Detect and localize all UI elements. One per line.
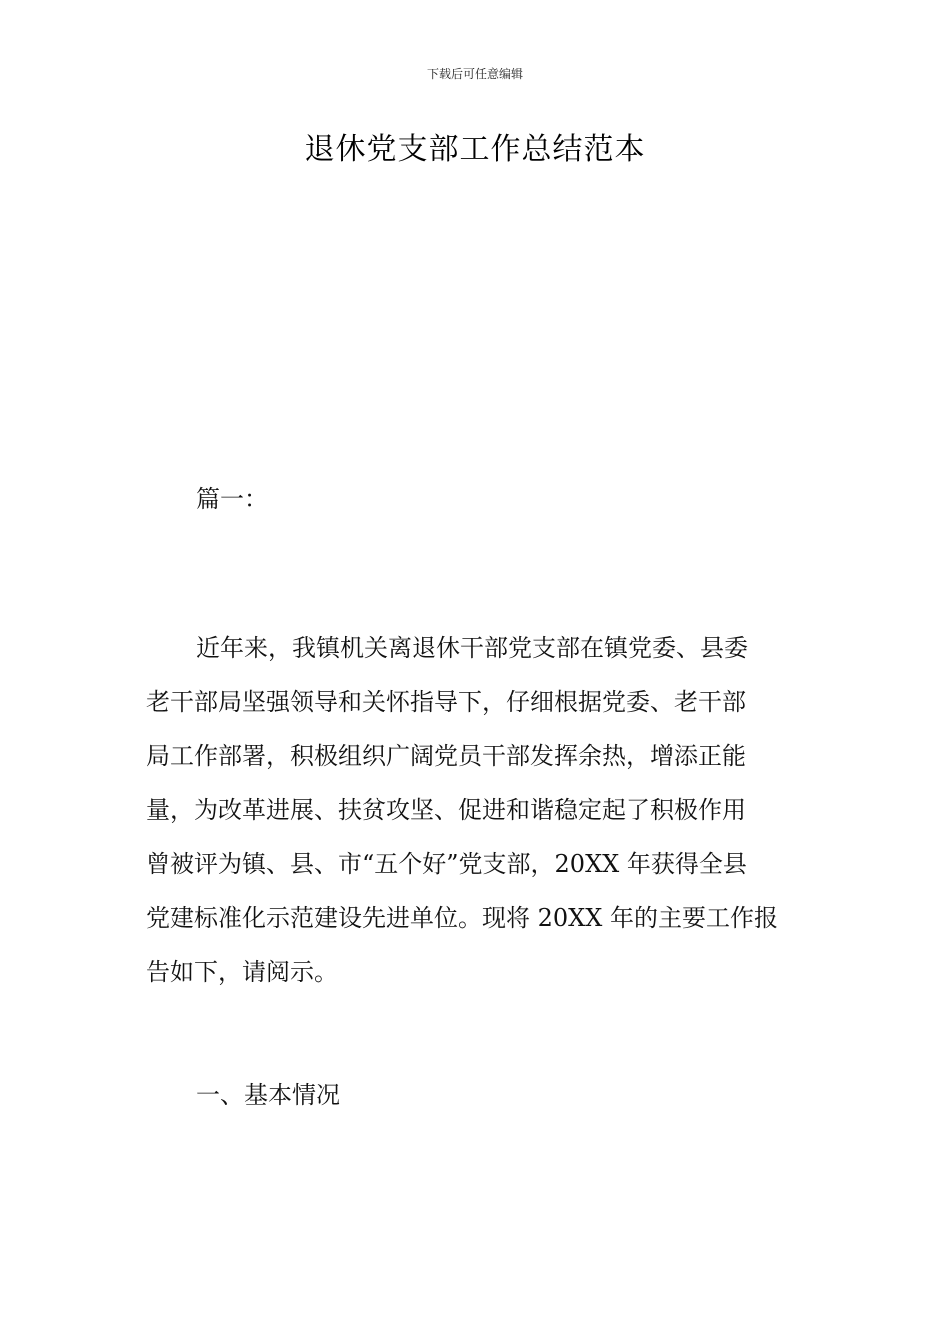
paragraph-line: 局工作部署，积极组织广阔党员干部发挥余热，增添正能 [146,742,746,770]
document-title: 退休党支部工作总结范本 [304,132,646,167]
paragraph-line: 告如下，请阅示。 [146,958,338,986]
intro-paragraph [146,628,812,1006]
paragraph-line: 近年来，我镇机关离退休干部党支部在镇党委、县委 [196,634,748,662]
paragraph-line: 老干部局坚强领导和关怀指导下，仔细根据党委、老干部 [146,688,746,716]
section-heading-basic-info: 一、基本情况 [196,1081,340,1109]
paragraph-line: 量，为改革进展、扶贫攻坚、促进和谐稳定起了积极作用 [146,796,746,824]
part-label: 篇一： [196,485,268,513]
header-note: 下载后可任意编辑 [426,67,523,81]
paragraph-line: 曾被评为镇、县、市“五个好”党支部，20XX 年获得全县 [146,850,747,878]
paragraph-line: 党建标准化示范建设先进单位。现将 20XX 年的主要工作报 [146,904,778,932]
